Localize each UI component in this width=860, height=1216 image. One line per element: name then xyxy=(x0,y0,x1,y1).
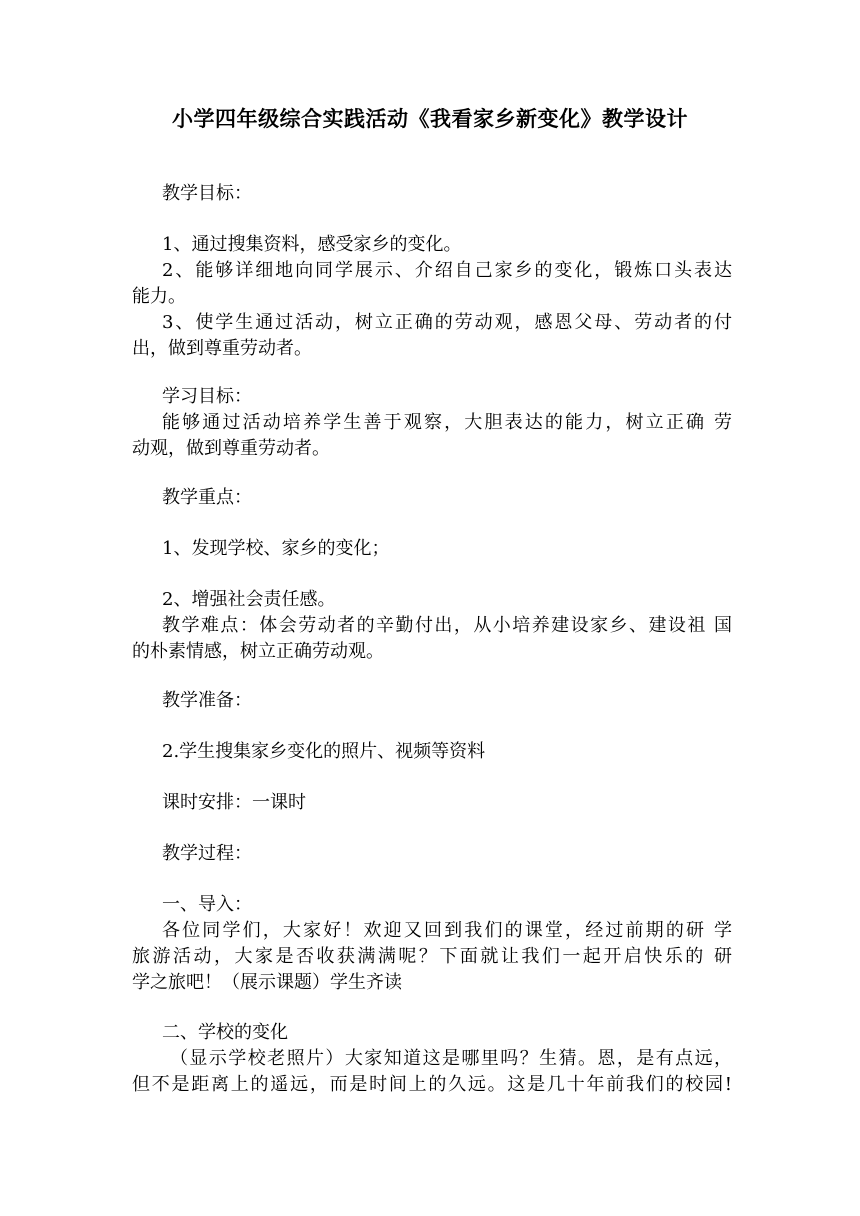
learning-goals-line-2: 动观，做到尊重劳动者。 xyxy=(132,438,330,459)
key-points-heading: 教学重点： xyxy=(162,487,252,508)
key-point-1: 1、发现学校、家乡的变化； xyxy=(162,538,390,559)
difficulty-line-2: 的朴素情感，树立正确劳动观。 xyxy=(132,641,384,662)
goal-2-line-2: 能力。 xyxy=(132,286,186,307)
section-1-heading: 一、导入： xyxy=(162,894,252,915)
difficulty-line-1: 教学难点：体会劳动者的辛勤付出，从小培养建设家乡、建设祖 国 xyxy=(162,615,732,636)
section-2-line-2: 但不是距离上的遥远，而是时间上的久远。这是几十年前我们的校园! xyxy=(132,1074,732,1095)
goal-1: 1、通过搜集资料，感受家乡的变化。 xyxy=(162,234,462,255)
goal-3-line-1: 3、使学生通过活动，树立正确的劳动观，感恩父母、劳动者的付 xyxy=(162,312,732,333)
section-1-line-1: 各位同学们，大家好！欢迎又回到我们的课堂，经过前期的研 学 xyxy=(162,920,732,941)
goal-3-line-2: 出，做到尊重劳动者。 xyxy=(132,338,312,359)
section-1-line-3: 学之旅吧！（展示课题）学生齐读 xyxy=(132,972,402,993)
section-1-line-2: 旅游活动，大家是否收获满满呢？下面就让我们一起开启快乐的 研 xyxy=(132,946,732,967)
document-title: 小学四年级综合实践活动《我看家乡新变化》教学设计 xyxy=(172,106,688,131)
teaching-goals-heading: 教学目标： xyxy=(162,183,252,204)
key-point-2: 2、增强社会责任感。 xyxy=(162,589,336,610)
learning-goals-heading: 学习目标： xyxy=(162,386,252,407)
learning-goals-line-1: 能够通过活动培养学生善于观察，大胆表达的能力，树立正确 劳 xyxy=(162,412,732,433)
schedule: 课时安排：一课时 xyxy=(162,792,306,813)
section-2-heading: 二、学校的变化 xyxy=(162,1022,288,1043)
preparation-heading: 教学准备： xyxy=(162,690,252,711)
process-heading: 教学过程： xyxy=(162,843,252,864)
section-2-line-1: （显示学校老照片）大家知道这是哪里吗？生猜。恩，是有点远， xyxy=(170,1048,732,1069)
preparation-item: 2.学生搜集家乡变化的照片、视频等资料 xyxy=(162,741,486,762)
goal-2-line-1: 2、能够详细地向同学展示、介绍自己家乡的变化，锻炼口头表达 xyxy=(162,260,732,281)
